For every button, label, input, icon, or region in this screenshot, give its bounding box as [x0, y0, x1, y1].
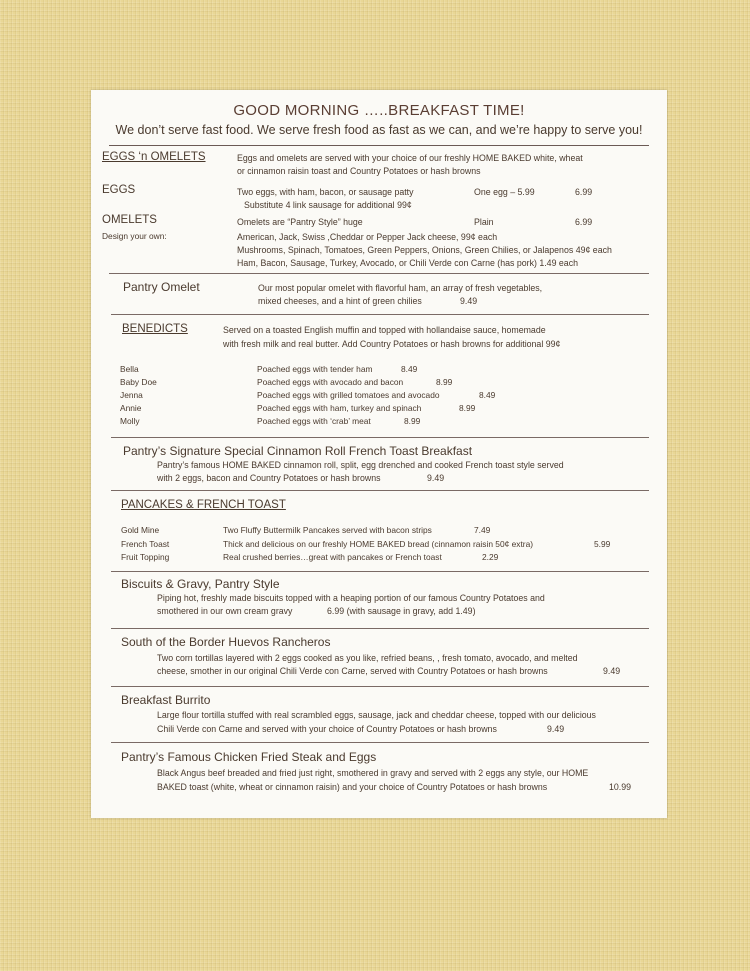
divider [109, 145, 649, 146]
eggs-desc: Two eggs, with ham, bacon, or sausage patty [237, 187, 414, 197]
benedict-price: 8.99 [404, 416, 421, 426]
pancake-item-desc: Real crushed berries…great with pancakes or French toast [223, 552, 442, 562]
pancake-item-name: French Toast [121, 539, 170, 549]
benedicts-desc-2: with fresh milk and real butter. Add Country Potatoes or hash browns for additional 99¢ [223, 339, 561, 349]
rancheros-price: 9.49 [603, 666, 621, 676]
pancakes-heading: PANCAKES & FRENCH TOAST [121, 499, 286, 511]
eggs-label: EGGS [102, 184, 136, 196]
benedict-name: Molly [120, 416, 140, 426]
benedict-name: Bella [120, 364, 139, 374]
menu-title: GOOD MORNING …..BREAKFAST TIME! [233, 102, 525, 119]
steak-price: 10.99 [609, 782, 632, 792]
cinnamon-desc-2: with 2 eggs, bacon and Country Potatoes or hash browns [157, 473, 381, 483]
pancake-item-price: 7.49 [474, 525, 491, 535]
vegetable-options: Mushrooms, Spinach, Tomatoes, Green Peppers, Onions, Green Chilies, or Jalapenos 49¢ each [237, 245, 612, 255]
divider [111, 742, 649, 743]
rancheros-desc-1: Two corn tortillas layered with 2 eggs cooked as you like, refried beans, , fresh tomato, avocado, and melted [157, 653, 578, 663]
design-your-own-label: Design your own: [102, 231, 167, 241]
omelets-desc: Omelets are “Pantry Style” huge [237, 217, 363, 227]
biscuits-desc-1: Piping hot, freshly made biscuits topped with a heaping portion of our famous Country Potatoes and [157, 593, 545, 603]
divider [111, 686, 649, 687]
pancake-item-price: 5.99 [594, 539, 611, 549]
benedict-desc: Poached eggs with grilled tomatoes and avocado [257, 390, 440, 400]
divider [111, 437, 649, 438]
chicken-fried-steak-heading: Pantry’s Famous Chicken Fried Steak and Eggs [121, 750, 377, 764]
huevos-rancheros-heading: South of the Border Huevos Rancheros [121, 635, 331, 649]
benedict-price: 8.99 [459, 403, 476, 413]
plain-price: 6.99 [575, 217, 593, 227]
menu-subtitle: We don’t serve fast food. We serve fresh food as fast as we can, and we’re happy to serve you! [115, 123, 643, 137]
pantry-omelet-heading: Pantry Omelet [123, 280, 200, 294]
benedict-price: 8.99 [436, 377, 453, 387]
benedict-desc: Poached eggs with avocado and bacon [257, 377, 404, 387]
divider [111, 314, 649, 315]
cinnamon-price: 9.49 [427, 473, 445, 483]
meat-options: Ham, Bacon, Sausage, Turkey, Avocado, or Chili Verde con Carne (has pork) 1.49 each [237, 258, 578, 268]
benedict-desc: Poached eggs with ham, turkey and spinach [257, 403, 422, 413]
biscuits-gravy-heading: Biscuits & Gravy, Pantry Style [121, 577, 280, 591]
divider [109, 273, 649, 274]
burrito-price: 9.49 [547, 724, 565, 734]
eggs-one-egg-price: One egg – 5.99 [474, 187, 535, 197]
breakfast-burrito-heading: Breakfast Burrito [121, 693, 211, 707]
burrito-desc-1: Large flour tortilla stuffed with real scrambled eggs, sausage, jack and cheddar cheese, topped with our delicious [157, 710, 596, 720]
pancake-item-price: 2.29 [482, 552, 499, 562]
plain-label: Plain [474, 217, 494, 227]
omelets-label: OMELETS [102, 214, 157, 226]
benedict-name: Annie [120, 403, 142, 413]
divider [111, 628, 649, 629]
biscuits-desc-2: smothered in our own cream gravy [157, 606, 293, 616]
eggs-omelets-heading: EGGS ‘n OMELETS [102, 151, 206, 163]
benedict-desc: Poached eggs with ‘crab’ meat [257, 416, 371, 426]
benedicts-desc-1: Served on a toasted English muffin and topped with hollandaise sauce, homemade [223, 325, 546, 335]
pancake-item-name: Fruit Topping [121, 552, 170, 562]
eggs-substitute: Substitute 4 link sausage for additional 99¢ [244, 200, 412, 210]
benedict-name: Jenna [120, 390, 143, 400]
burrito-desc-2: Chili Verde con Carne and served with your choice of Country Potatoes or hash browns [157, 724, 497, 734]
cheese-options: American, Jack, Swiss ,Cheddar or Pepper Jack cheese, 99¢ each [237, 232, 498, 242]
pantry-omelet-desc-2: mixed cheeses, and a hint of green chilies [258, 296, 422, 306]
benedict-name: Baby Doe [120, 377, 157, 387]
cinnamon-desc-1: Pantry’s famous HOME BAKED cinnamon roll, split, egg drenched and cooked French toast style served [157, 460, 564, 470]
rancheros-desc-2: cheese, smother in our original Chili Verde con Carne, served with Country Potatoes or hash browns [157, 666, 548, 676]
cinnamon-french-toast-heading: Pantry’s Signature Special Cinnamon Roll French Toast Breakfast [123, 444, 473, 458]
biscuits-price: 6.99 (with sausage in gravy, add 1.49) [327, 606, 476, 616]
benedict-price: 8.49 [479, 390, 496, 400]
pancake-item-name: Gold Mine [121, 525, 160, 535]
pancake-item-desc: Thick and delicious on our freshly HOME BAKED bread (cinnamon raisin 50¢ extra) [223, 539, 534, 549]
divider [111, 490, 649, 491]
pantry-omelet-desc-1: Our most popular omelet with flavorful ham, an array of fresh vegetables, [258, 283, 543, 293]
eggs-omelets-desc-2: or cinnamon raisin toast and Country Potatoes or hash browns [237, 166, 481, 176]
steak-desc-2: BAKED toast (white, wheat or cinnamon raisin) and your choice of Country Potatoes or hash browns [157, 782, 548, 792]
benedict-desc: Poached eggs with tender ham [257, 364, 373, 374]
benedicts-heading: BENEDICTS [122, 323, 188, 335]
eggs-omelets-desc-1: Eggs and omelets are served with your choice of our freshly HOME BAKED white, wheat [237, 153, 583, 163]
benedict-price: 8.49 [401, 364, 418, 374]
menu-card [91, 90, 667, 818]
steak-desc-1: Black Angus beef breaded and fried just right, smothered in gravy and served with 2 eggs any style, our HOME [157, 768, 589, 778]
pantry-omelet-price: 9.49 [460, 296, 478, 306]
pancake-item-desc: Two Fluffy Buttermilk Pancakes served with bacon strips [223, 525, 432, 535]
divider [111, 571, 649, 572]
eggs-price: 6.99 [575, 187, 593, 197]
